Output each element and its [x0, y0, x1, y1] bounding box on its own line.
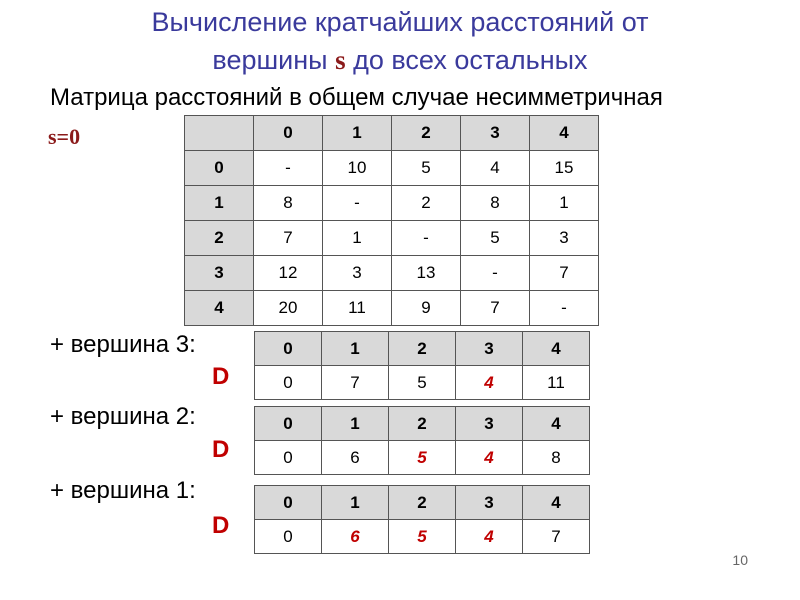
matrix-cell: - — [254, 151, 323, 186]
matrix-row-header: 3 — [185, 256, 254, 291]
matrix-cell: 15 — [530, 151, 599, 186]
vector-cell-highlighted: 6 — [322, 520, 389, 554]
d-label-step-3: D — [212, 512, 230, 539]
matrix-row — [185, 221, 599, 256]
matrix-cell: 1 — [530, 186, 599, 221]
matrix-cell: 12 — [254, 256, 323, 291]
title-vertex-s: s — [335, 45, 346, 75]
step-label-vertex-3: + вершина 3: — [50, 331, 196, 358]
matrix-cell: - — [530, 291, 599, 326]
distance-vector-step-1 — [254, 331, 590, 400]
vector-cell-highlighted: 5 — [389, 520, 456, 554]
vector-cell: 11 — [523, 366, 590, 400]
matrix-cell: 4 — [461, 151, 530, 186]
step-label-vertex-1: + вершина 1: — [50, 477, 196, 504]
vector-values-row — [255, 441, 590, 475]
matrix-cell: 5 — [392, 151, 461, 186]
matrix-column-header: 0 — [254, 116, 323, 151]
title-text-after: до всех остальных — [345, 45, 588, 75]
matrix-column-header: 1 — [323, 116, 392, 151]
step-label-vertex-2: + вершина 2: — [50, 403, 196, 430]
vector-column-header: 3 — [456, 407, 523, 441]
matrix-cell: 9 — [392, 291, 461, 326]
matrix-row — [185, 186, 599, 221]
d-label-step-1: D — [212, 363, 230, 390]
vector-column-header: 3 — [456, 332, 523, 366]
matrix-cell: 13 — [392, 256, 461, 291]
matrix-row — [185, 256, 599, 291]
matrix-cell: 1 — [323, 221, 392, 256]
matrix-cell: 8 — [254, 186, 323, 221]
matrix-header-row — [185, 116, 599, 151]
vector-column-header: 4 — [523, 407, 590, 441]
matrix-row-header: 0 — [185, 151, 254, 186]
matrix-row-header: 2 — [185, 221, 254, 256]
vector-column-header: 3 — [456, 486, 523, 520]
vector-cell: 0 — [255, 366, 322, 400]
title-text-before: вершины — [212, 45, 336, 75]
matrix-cell: - — [323, 186, 392, 221]
vector-cell: 6 — [322, 441, 389, 475]
matrix-cell: 2 — [392, 186, 461, 221]
matrix-description: Матрица расстояний в общем случае несимметричная — [50, 84, 663, 111]
matrix-cell: 7 — [530, 256, 599, 291]
matrix-cell: - — [461, 256, 530, 291]
matrix-column-header: 3 — [461, 116, 530, 151]
matrix-cell: 20 — [254, 291, 323, 326]
matrix-cell: 5 — [461, 221, 530, 256]
vector-column-header: 1 — [322, 486, 389, 520]
vector-column-header: 1 — [322, 332, 389, 366]
vector-column-header: 0 — [255, 332, 322, 366]
distance-vector-step-2 — [254, 406, 590, 475]
matrix-row — [185, 291, 599, 326]
vector-header-row — [255, 407, 590, 441]
vector-cell: 0 — [255, 441, 322, 475]
matrix-column-header: 4 — [530, 116, 599, 151]
matrix-row-header: 1 — [185, 186, 254, 221]
vector-column-header: 0 — [255, 486, 322, 520]
vector-column-header: 2 — [389, 407, 456, 441]
matrix-corner-cell — [185, 116, 254, 151]
vector-cell: 8 — [523, 441, 590, 475]
vector-cell-highlighted: 4 — [456, 520, 523, 554]
matrix-row-header: 4 — [185, 291, 254, 326]
slide-title-line2 — [0, 42, 800, 78]
vector-values-row — [255, 366, 590, 400]
vector-cell: 7 — [523, 520, 590, 554]
matrix-cell: 3 — [530, 221, 599, 256]
vector-cell-highlighted: 4 — [456, 441, 523, 475]
distance-vector-step-3 — [254, 485, 590, 554]
slide-title-line1: Вычисление кратчайших расстояний от — [151, 7, 649, 37]
vector-column-header: 2 — [389, 486, 456, 520]
vector-column-header: 4 — [523, 332, 590, 366]
matrix-cell: 10 — [323, 151, 392, 186]
vector-column-header: 1 — [322, 407, 389, 441]
matrix-column-header: 2 — [392, 116, 461, 151]
matrix-cell: 11 — [323, 291, 392, 326]
matrix-cell: 7 — [254, 221, 323, 256]
vector-values-row — [255, 520, 590, 554]
vector-cell-highlighted: 5 — [389, 441, 456, 475]
vector-cell: 0 — [255, 520, 322, 554]
matrix-cell: 3 — [323, 256, 392, 291]
matrix-cell: 8 — [461, 186, 530, 221]
matrix-cell: - — [392, 221, 461, 256]
vector-cell-highlighted: 4 — [456, 366, 523, 400]
vector-cell: 7 — [322, 366, 389, 400]
matrix-row — [185, 151, 599, 186]
distance-matrix — [184, 115, 599, 326]
page-number: 10 — [732, 552, 748, 568]
vector-header-row — [255, 486, 590, 520]
vector-column-header: 2 — [389, 332, 456, 366]
d-label-step-2: D — [212, 436, 230, 463]
vector-cell: 5 — [389, 366, 456, 400]
matrix-cell: 7 — [461, 291, 530, 326]
vector-column-header: 0 — [255, 407, 322, 441]
vector-column-header: 4 — [523, 486, 590, 520]
source-vertex-label: s=0 — [48, 124, 81, 149]
vector-header-row — [255, 332, 590, 366]
